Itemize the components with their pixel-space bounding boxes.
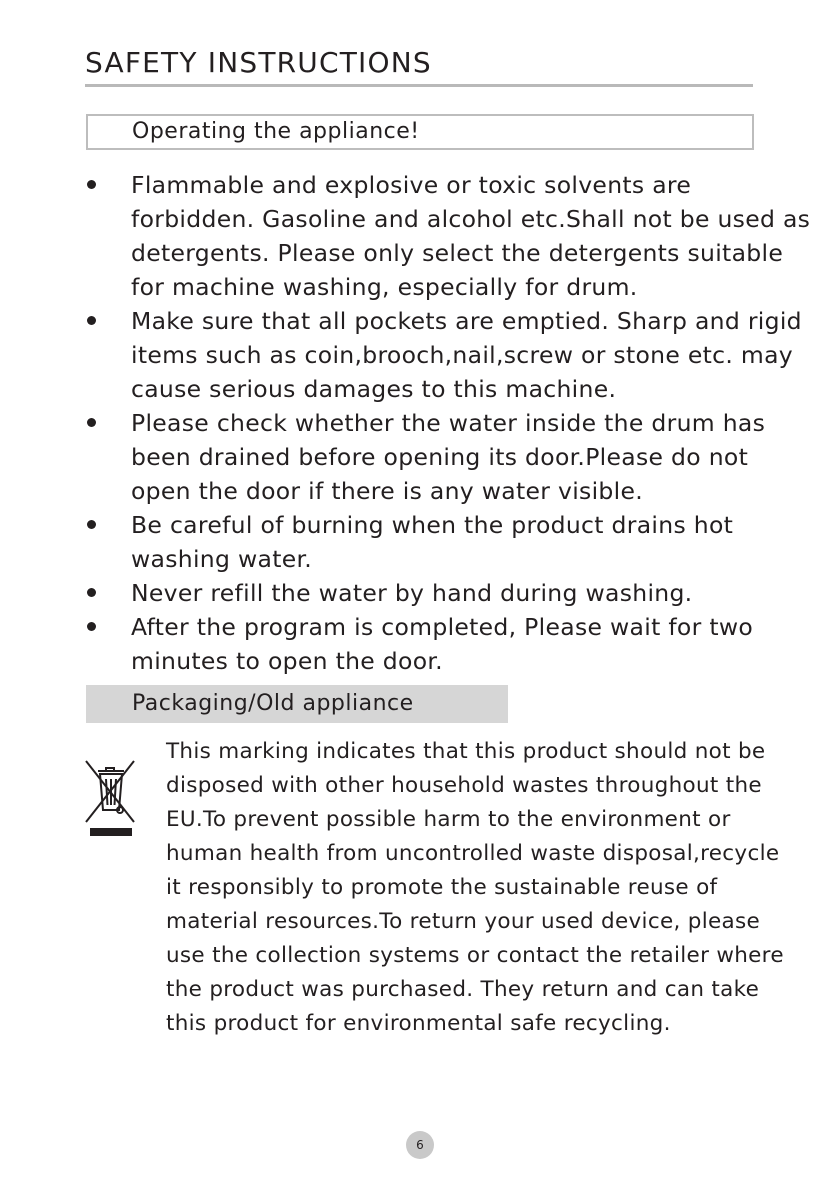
list-item (0, 576, 811, 610)
list-item-text: After the program is completed, Please wait for two minutes to open the door. (131, 613, 754, 675)
disposal-notice: This marking indicates that this product should not be disposed with other household wastes throughout the EU.To prevent possible harm to the environment or human health from uncontrolled waste disposal,recycle it responsibly to promote the sustainable reuse of material resources.To return your used device, please use the collection systems or contact the retailer where the product was purchased. They return and can take this product for environmental safe recycling. (166, 739, 784, 1036)
operating-section-heading: Operating the appliance! (132, 119, 420, 144)
operating-instructions-list (0, 168, 811, 678)
page-number-badge: 6 (406, 1131, 434, 1159)
bullet-icon (87, 180, 96, 189)
list-item-text: Make sure that all pockets are emptied. Sharp and rigid items such as coin,brooch,nail,screw or stone etc. may cause serious damages to this machine. (131, 307, 802, 403)
list-item-text: Never refill the water by hand during washing. (131, 579, 693, 607)
list-item-text: Please check whether the water inside the drum has been drained before opening its door.Please do not open the door if there is any water visible. (131, 409, 766, 505)
title-divider (85, 84, 753, 87)
bullet-icon (87, 520, 96, 529)
bullet-icon (87, 418, 96, 427)
list-item (0, 304, 811, 406)
list-item (0, 610, 811, 678)
bullet-icon (87, 316, 96, 325)
list-item-text: Be careful of burning when the product drains hot washing water. (131, 511, 734, 573)
list-item (0, 508, 811, 576)
packaging-section-heading: Packaging/Old appliance (132, 691, 414, 716)
list-item (0, 406, 811, 508)
list-item (0, 168, 811, 304)
page-title: SAFETY INSTRUCTIONS (85, 46, 432, 79)
packaging-section-heading-band (86, 685, 508, 723)
list-item-text: Flammable and explosive or toxic solvents are forbidden. Gasoline and alcohol etc.Shall not be used as detergents. Please only select the detergents suitable for machine washing, especially for drum. (131, 171, 811, 301)
operating-section-heading-box (86, 114, 754, 150)
crossed-out-wheelie-bin-icon (82, 758, 138, 842)
bullet-icon (87, 622, 96, 631)
bullet-icon (87, 588, 96, 597)
